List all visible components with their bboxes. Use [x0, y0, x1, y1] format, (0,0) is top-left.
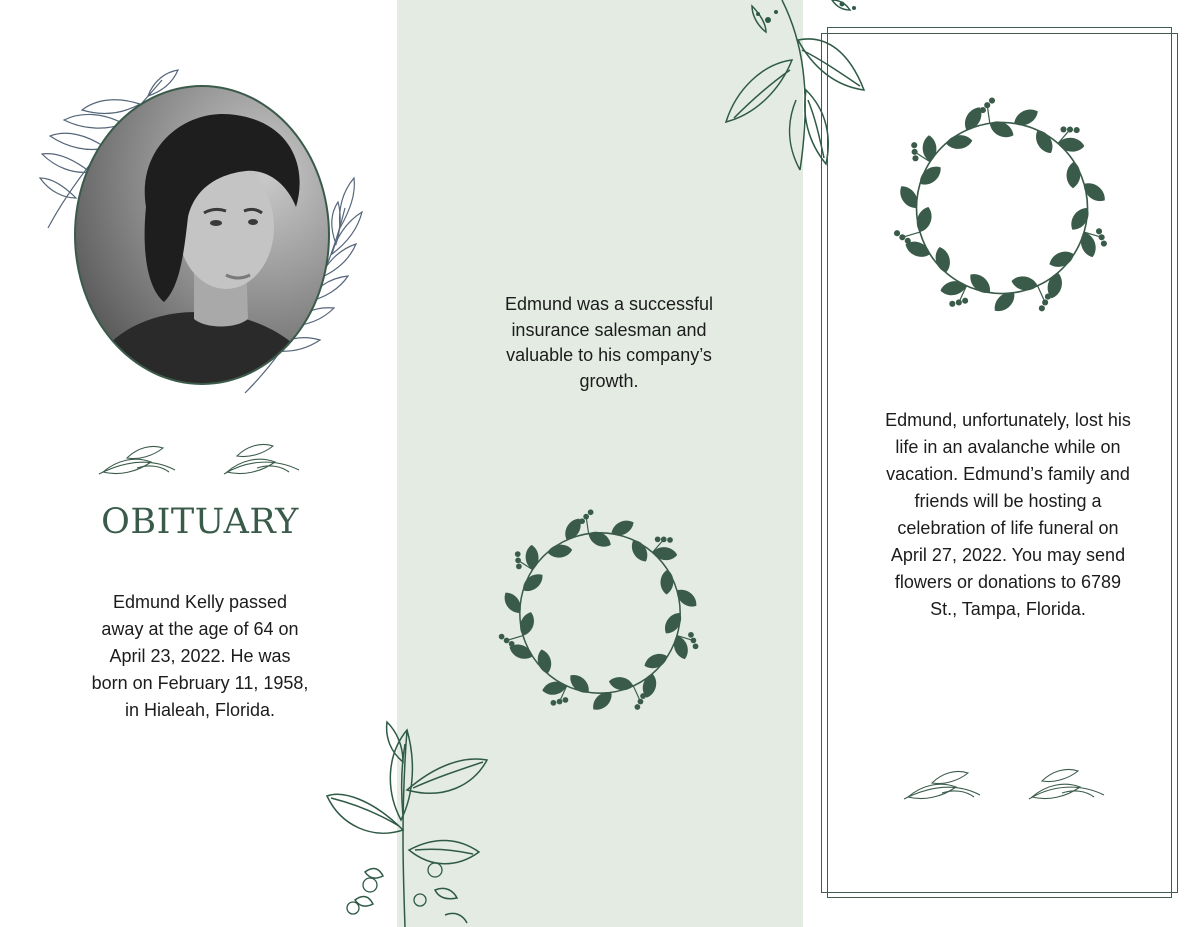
leaf-sprig-icon — [97, 440, 302, 480]
foliage-branch-icon — [325, 700, 490, 927]
foliage-branch-icon — [722, 0, 882, 175]
portrait-photo — [74, 85, 330, 385]
left-body-text: Edmund Kelly passed away at the age of 64 on April 23, 2022. He was born on February 11, 1958, in Hialeah, Florida. — [91, 592, 309, 720]
leaf-wreath-icon — [890, 96, 1114, 320]
leaf-wreath-icon — [495, 508, 705, 718]
leaf-sprig-icon — [902, 765, 1107, 805]
middle-body-text: Edmund was a successful insurance salesman and valuable to his company’s growth. — [504, 294, 714, 391]
obituary-title: OBITUARY — [101, 502, 299, 542]
right-body-text: Edmund, unfortunately, lost his life in an avalanche while on vacation. Edmund’s family and friends will be hosting a celebration of life funeral on April 27, 2022. You may send flowers or donations to 6789 St., Tampa, Florida. — [885, 410, 1131, 619]
portrait-area — [40, 78, 370, 398]
